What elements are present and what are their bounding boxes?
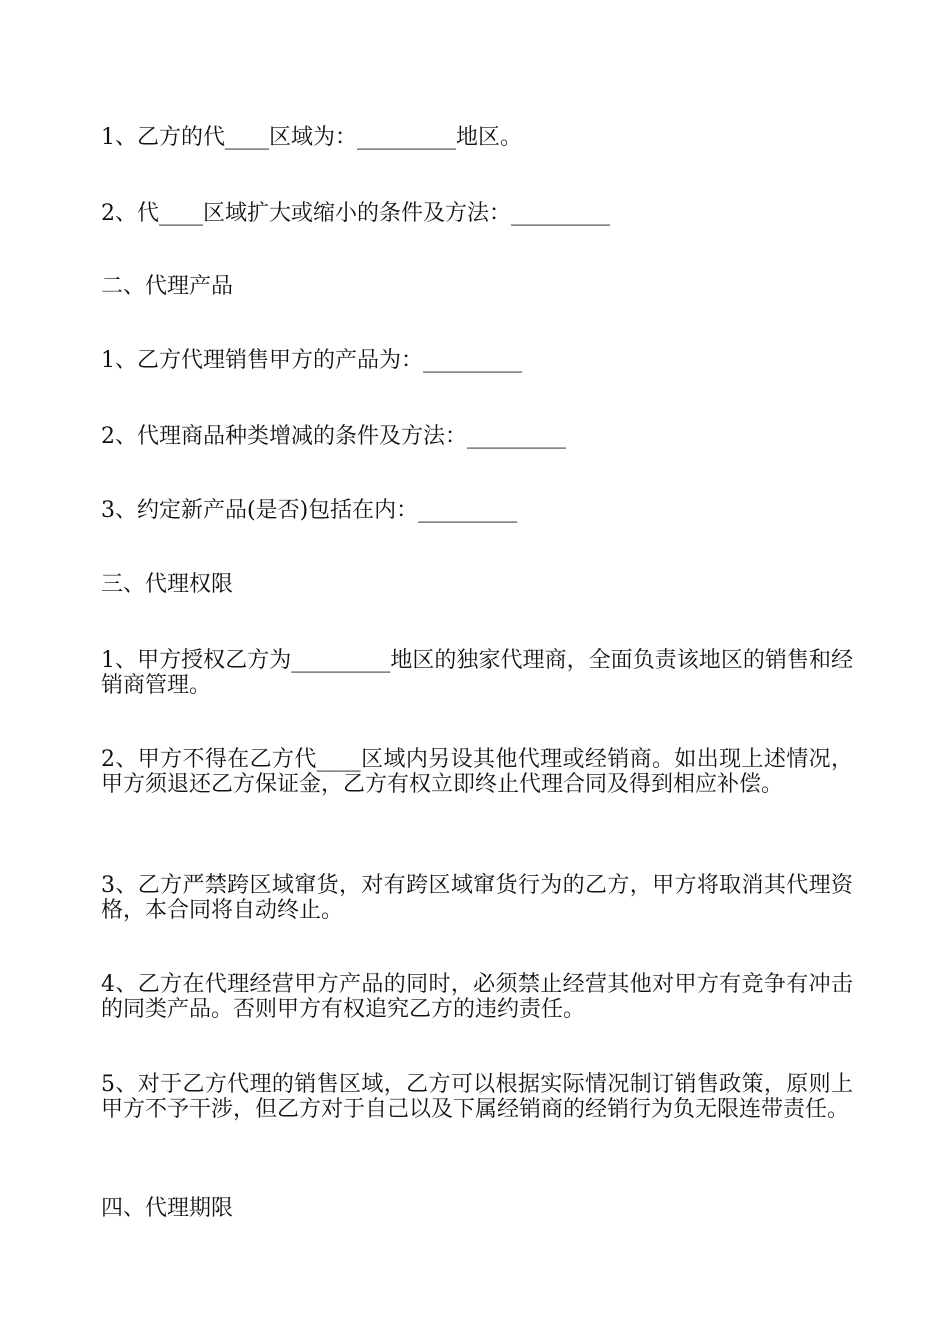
clause-exclusive-agent: 1、甲方授权乙方为_________地区的独家代理商，全面负责该地区的销售和经销商管理。 — [101, 648, 853, 698]
clause-no-competing-products: 4、乙方在代理经营甲方产品的同时，必须禁止经营其他对甲方有竞争有冲击的同类产品。否则甲方有权追究乙方的违约责任。 — [101, 972, 853, 1022]
clause-no-other-agents: 2、甲方不得在乙方代____区域内另设其他代理或经销商。如出现上述情况，甲方须退还乙方保证金，乙方有权立即终止代理合同及得到相应补偿。 — [101, 747, 853, 797]
clause-product-change: 2、代理商品种类增减的条件及方法：_________ — [101, 424, 566, 449]
section-heading-authority: 三、代理权限 — [101, 572, 234, 597]
clause-agency-region: 1、乙方的代____区域为：_________地区。 — [101, 125, 522, 150]
section-heading-products: 二、代理产品 — [101, 274, 234, 299]
clause-no-cross-region: 3、乙方严禁跨区域窜货，对有跨区域窜货行为的乙方，甲方将取消其代理资格，本合同将自动终止。 — [101, 873, 853, 923]
clause-sales-policy: 5、对于乙方代理的销售区域，乙方可以根据实际情况制订销售政策，原则上甲方不予干涉，但乙方对于自己以及下属经销商的经销行为负无限连带责任。 — [101, 1072, 853, 1122]
clause-new-products: 3、约定新产品(是否)包括在内：_________ — [101, 498, 518, 523]
clause-region-change: 2、代____区域扩大或缩小的条件及方法：_________ — [101, 201, 610, 226]
clause-products: 1、乙方代理销售甲方的产品为：_________ — [101, 348, 522, 373]
section-heading-term: 四、代理期限 — [101, 1196, 234, 1221]
